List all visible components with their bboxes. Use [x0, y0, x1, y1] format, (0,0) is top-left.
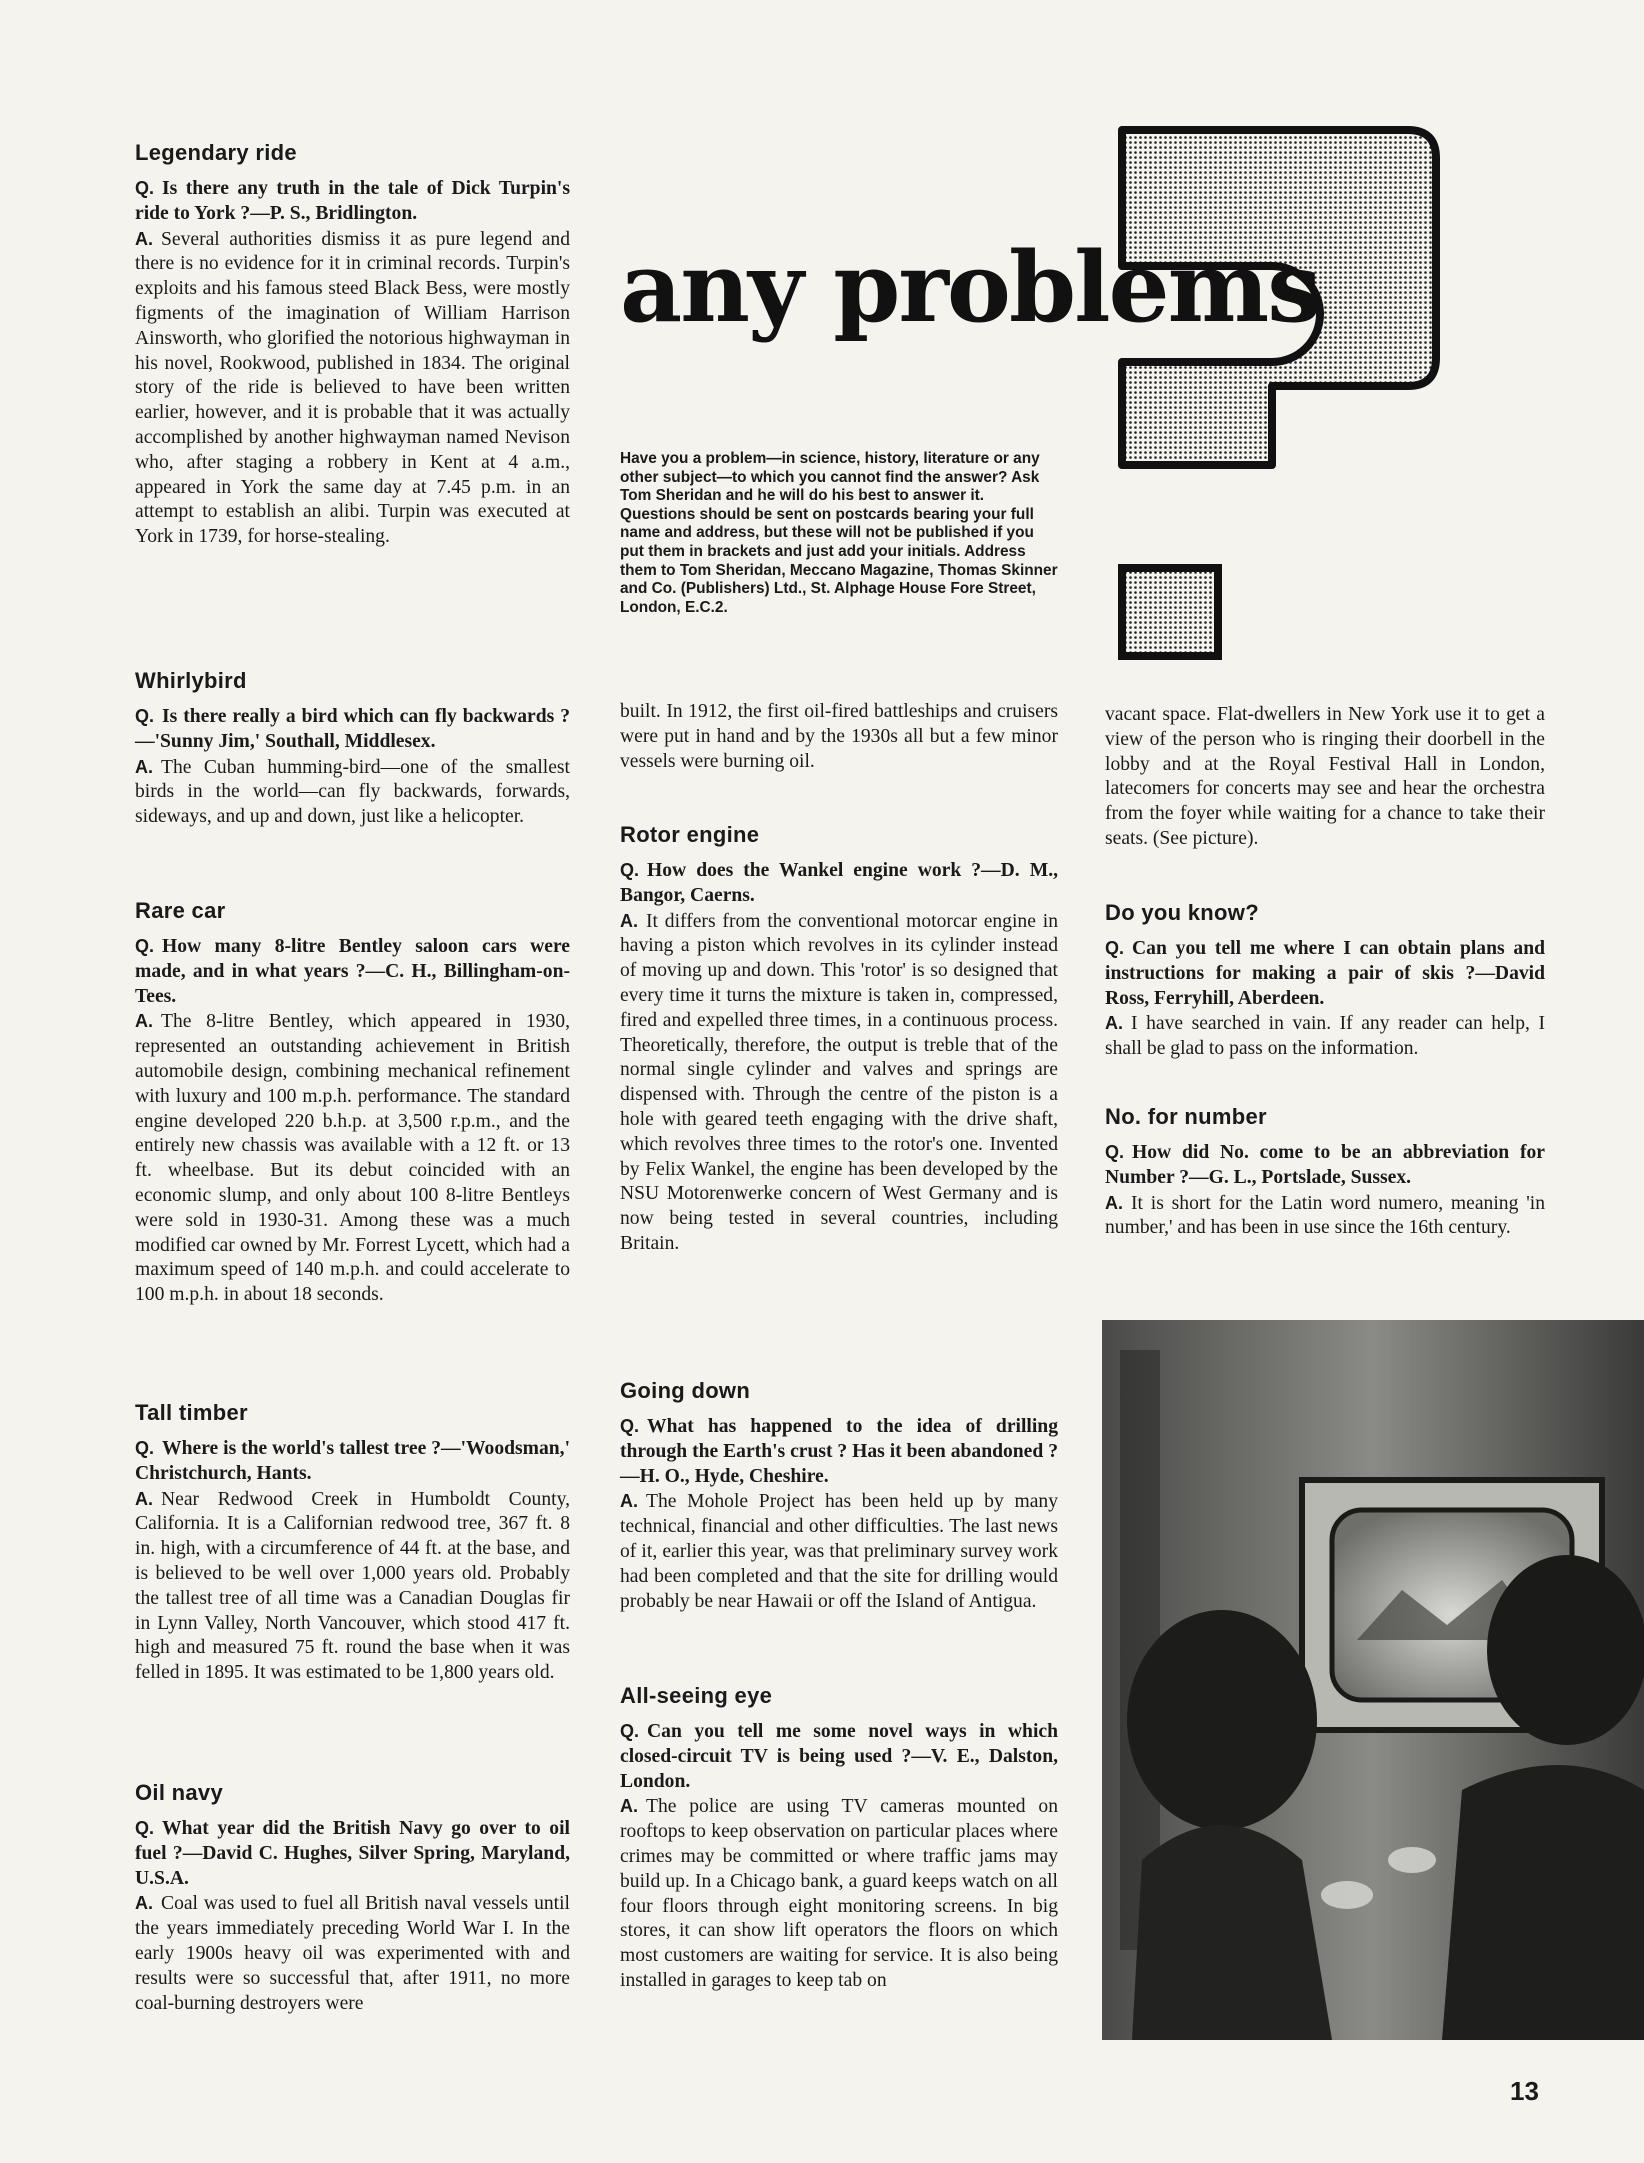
- q-label: Q.: [620, 1416, 640, 1436]
- photo: [1102, 1320, 1644, 2040]
- section-heading: Going down: [620, 1378, 751, 1403]
- answer-continued: vacant space. Flat-dwellers in New York use it to get a view of the person who is ringing their doorbell in the lobby and at the Royal Festival Hall in London, latecomers for concerts may see and hear the orchestra from the foyer while waiting for a chance to take their seats. (See picture).: [1105, 704, 1545, 849]
- q-label: Q.: [1105, 938, 1125, 958]
- answer: [135, 227, 570, 550]
- question-mark-graphic: [1108, 120, 1448, 660]
- section-heading: Tall timber: [135, 1400, 248, 1425]
- answer-text: It differs from the conventional motorcar engine in having a piston which revolves in its cylinder instead of moving up and down. This 'rotor' is so designed that every time it turns the mixture is taken in, compressed, fired and expelled three times, in a continuous process. Theoretically, therefore, the output is treble that of the normal single cylinder and valves and springs are dispensed with. Through the centre of the piston is a hole with geared teeth engaging with the drive shaft, which revolves three times to the rotor's one. Invented by Felix Wankel, the engine has been developed by the NSU Motorenwerke concern of West Germany and is now being tested in several countries, including Britain.: [620, 910, 1058, 1254]
- section-heading: All-seeing eye: [620, 1683, 773, 1708]
- a-label: A.: [135, 756, 153, 777]
- question: [135, 934, 570, 1009]
- page-title: any problems: [620, 231, 1320, 344]
- question-text: What has happened to the idea of drilling through the Earth's crust ? Has it been abandoned ?—H. O., Hyde, Cheshire.: [620, 1416, 1058, 1487]
- section-no-for-number: [1105, 1104, 1545, 1241]
- question: [620, 1414, 1058, 1489]
- question: [135, 704, 570, 755]
- q-label: Q.: [135, 936, 155, 956]
- answer: [620, 1489, 1058, 1614]
- a-label: A.: [620, 1796, 638, 1817]
- question: [135, 1436, 570, 1487]
- question: [1105, 1140, 1545, 1191]
- section-heading: Rotor engine: [620, 822, 760, 847]
- q-label: Q.: [620, 860, 640, 880]
- answer-text: Several authorities dismiss it as pure legend and there is no evidence for it in criminal records. Turpin's exploits and his famous steed Black Bess, were mostly figments of the imagination of William Harrison Ainsworth, who glorified the notorious highwayman in his novel, Rookwood, published in 1834. The original story of the ride is believed to have been written earlier, however, and it is probable that it was actually accomplished by another highwayman named Nevison who, after staging a robbery in Kent at 4 a.m., appeared in York the same day at 7.45 p.m. in an attempt to establish an alibi. Turpin was executed at York in 1739, for horse-stealing.: [135, 228, 570, 548]
- answer-text: The Cuban humming-bird—one of the smallest birds in the world—can fly backwards, forwards, sideways, and up and down, just like a helicopter.: [135, 756, 570, 828]
- q-label: Q.: [135, 1818, 155, 1838]
- question-text: Can you tell me some novel ways in which closed-circuit TV is being used ?—V. E., Dalston, London.: [620, 1721, 1058, 1792]
- section-heading: No. for number: [1105, 1104, 1267, 1129]
- answer: [135, 755, 570, 830]
- q-label: Q.: [135, 706, 155, 726]
- question: [620, 858, 1058, 909]
- section-heading: Rare car: [135, 898, 226, 923]
- answer-text: Coal was used to fuel all British naval vessels until the years immediately preceding World War I. In the early 1900s heavy oil was experimented with and results were so successful that, after 1911, no more coal-burning destroyers were: [135, 1893, 570, 2014]
- question-text: Where is the world's tallest tree ?—'Woodsman,' Christchurch, Hants.: [135, 1438, 571, 1484]
- question: [135, 176, 570, 227]
- a-label: A.: [135, 1011, 153, 1032]
- question: [620, 1719, 1058, 1794]
- question-text: How does the Wankel engine work ?—D. M., Bangor, Caerns.: [620, 860, 1058, 906]
- answer: [1105, 1191, 1545, 1242]
- a-label: A.: [620, 1491, 638, 1512]
- answer: [135, 1891, 570, 2016]
- section-do-you-know: [1105, 900, 1545, 1062]
- q-label: Q.: [135, 178, 155, 198]
- section-oil-navy-continued: [620, 700, 1058, 774]
- question: [135, 1816, 570, 1891]
- answer: [135, 1487, 570, 1686]
- a-label: A.: [1105, 1192, 1123, 1213]
- section-all-seeing-eye: [620, 1683, 1058, 1994]
- section-rotor-engine: [620, 822, 1058, 1257]
- answer-text: The Mohole Project has been held up by many technical, financial and other difficulties. The last news of it, earlier this year, was that preliminary survey work had been completed and that the site for drilling would probably be near Hawaii or off the Island of Antigua.: [620, 1491, 1058, 1612]
- q-label: Q.: [135, 1438, 155, 1458]
- intro-text: Have you a problem—in science, history, literature or any other subject—to which you cannot find the answer? Ask Tom Sheridan and he will do his best to answer it. Questions should be sent on postcards bearing your full name and address, but these will not be published if you put them in brackets and just add your initials. Address them to Tom Sheridan, Meccano Magazine, Thomas Skinner and Co. (Publishers) Ltd., St. Alphage House Fore Street, London, E.C.2.: [620, 450, 1058, 616]
- answer: [135, 1009, 570, 1308]
- section-oil-navy: [135, 1780, 570, 2016]
- section-heading: Do you know?: [1105, 900, 1259, 925]
- section-legendary-ride: [135, 140, 570, 550]
- page-number: 13: [1510, 2076, 1539, 2106]
- section-heading: Oil navy: [135, 1780, 223, 1805]
- section-heading: Legendary ride: [135, 140, 297, 165]
- question-text: How did No. come to be an abbreviation for Number ?—G. L., Portslade, Sussex.: [1105, 1142, 1545, 1188]
- answer-text: The police are using TV cameras mounted on rooftops to keep observation on particular places where crimes may be committed or where traffic jams may build up. In a Chicago bank, a guard keeps watch on all four floors through eight monitoring screens. In big stores, it can show lift operators the floors on which most customers are waiting for service. It is also being installed in garages to keep tab on: [620, 1796, 1058, 1991]
- answer-text: It is short for the Latin word numero, meaning 'in number,' and has been in use since the 16th century.: [1105, 1192, 1545, 1239]
- answer: [620, 1794, 1058, 1993]
- question-text: Is there really a bird which can fly backwards ?—'Sunny Jim,' Southall, Middlesex.: [135, 706, 570, 752]
- question-text: How many 8-litre Bentley saloon cars were made, and in what years ?—C. H., Billingham-on-Tees.: [135, 936, 570, 1007]
- section-heading: Whirlybird: [135, 668, 247, 693]
- section-tall-timber: [135, 1400, 570, 1686]
- answer-text: Near Redwood Creek in Humboldt County, California. It is a Californian redwood tree, 367 ft. 8 in. high, with a circumference of 44 ft. at the base, and is believed to be well over 1,000 years old. Probably the tallest tree of all time was a Canadian Douglas fir in Lynn Valley, North Vancouver, which stood 417 ft. high and measured 75 ft. round the base when it was felled in 1895. It was estimated to be 1,800 years old.: [135, 1488, 570, 1684]
- section-rare-car: [135, 898, 570, 1308]
- question-text: Can you tell me where I can obtain plans and instructions for making a pair of skis ?—David Ross, Ferryhill, Aberdeen.: [1105, 938, 1545, 1009]
- section-going-down: [620, 1378, 1058, 1614]
- q-label: Q.: [620, 1721, 640, 1741]
- question-text: What year did the British Navy go over to oil fuel ?—David C. Hughes, Silver Spring, Maryland, U.S.A.: [135, 1818, 570, 1889]
- a-label: A.: [135, 1893, 153, 1914]
- question: [1105, 936, 1545, 1011]
- a-label: A.: [135, 228, 153, 249]
- answer-text: I have searched in vain. If any reader can help, I shall be glad to pass on the information.: [1105, 1013, 1545, 1060]
- answer-text: The 8-litre Bentley, which appeared in 1930, represented an outstanding achievement in British automobile design, combining mechanical refinement with luxury and 100 m.p.h. performance. The standard engine developed 220 b.h.p. at 3,500 r.p.m., and the entirely new chassis was available with a 12 ft. or 13 ft. wheelbase. But its debut coincided with an economic slump, and only about 100 8-litre Bentleys were sold in 1930-31. Among these was a much modified car owned by Mr. Forrest Lycett, which had a maximum speed of 140 m.p.h. and could accelerate to 100 m.p.h. in about 18 seconds.: [135, 1011, 570, 1306]
- a-label: A.: [620, 910, 638, 931]
- section-all-seeing-eye-continued: [1105, 703, 1545, 852]
- answer-continued: built. In 1912, the first oil-fired battleships and cruisers were put in hand and by the 1930s all but a few minor vessels were burning oil.: [620, 701, 1058, 772]
- question-text: Is there any truth in the tale of Dick Turpin's ride to York ?—P. S., Bridlington.: [135, 178, 570, 224]
- a-label: A.: [135, 1488, 153, 1509]
- answer: [620, 909, 1058, 1257]
- a-label: A.: [1105, 1013, 1123, 1034]
- section-whirlybird: [135, 668, 570, 830]
- answer: [1105, 1011, 1545, 1062]
- q-label: Q.: [1105, 1142, 1125, 1162]
